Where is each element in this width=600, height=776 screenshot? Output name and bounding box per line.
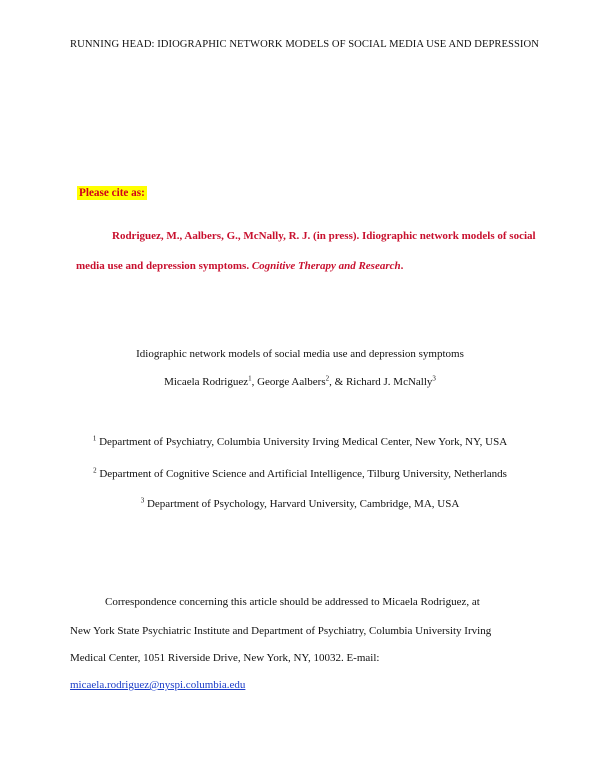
affiliation-text: Department of Cognitive Science and Artificial Intelligence, Tilburg University, Netherlands bbox=[99, 468, 507, 480]
author-name: Richard J. McNally bbox=[345, 376, 433, 388]
author-separator: , & bbox=[329, 376, 346, 388]
author-sup: 1 bbox=[248, 374, 252, 383]
email-link[interactable]: micaela.rodriguez@nyspi.columbia.edu bbox=[70, 679, 246, 691]
citation-block bbox=[76, 221, 536, 281]
author-separator: , bbox=[251, 376, 258, 388]
citation-end: . bbox=[400, 260, 404, 272]
affiliation-sup: 1 bbox=[92, 434, 97, 443]
author-name: Micaela Rodriguez bbox=[164, 376, 249, 388]
correspondence-email-line bbox=[70, 678, 245, 692]
author-sup: 3 bbox=[432, 374, 436, 383]
correspondence-line-1: Correspondence concerning this article should be addressed to Micaela Rodriguez, at bbox=[105, 596, 480, 608]
affiliation-text: Department of Psychiatry, Columbia University Irving Medical Center, New York, NY, USA bbox=[99, 436, 508, 448]
correspondence-line-3: Medical Center, 1051 Riverside Drive, New York, NY, 10032. E-mail: bbox=[70, 652, 380, 664]
affiliation-text: Department of Psychology, Harvard University, Cambridge, MA, USA bbox=[146, 498, 460, 510]
cite-label: Please cite as: bbox=[79, 187, 145, 199]
author-list bbox=[0, 375, 600, 389]
citation-text: Rodriguez, M., Aalbers, G., McNally, R. J. (in press). Idiographic network models of social media use and depression symptoms. bbox=[76, 230, 536, 272]
citation-journal: Cognitive Therapy and Research bbox=[251, 260, 401, 272]
author-sup: 2 bbox=[325, 374, 330, 383]
affiliation-1 bbox=[0, 435, 600, 449]
affiliation-sup: 2 bbox=[93, 466, 97, 475]
running-head: RUNNING HEAD: IDIOGRAPHIC NETWORK MODELS OF SOCIAL MEDIA USE AND DEPRESSION bbox=[70, 39, 539, 50]
author-name: George Aalbers bbox=[257, 376, 326, 388]
correspondence-line-2: New York State Psychiatric Institute and Department of Psychiatry, Columbia University Irving bbox=[70, 625, 492, 637]
affiliation-2 bbox=[0, 467, 600, 481]
affiliation-3 bbox=[0, 497, 600, 511]
paper-title: Idiographic network models of social media use and depression symptoms bbox=[136, 348, 464, 360]
affiliation-sup: 3 bbox=[140, 496, 145, 505]
